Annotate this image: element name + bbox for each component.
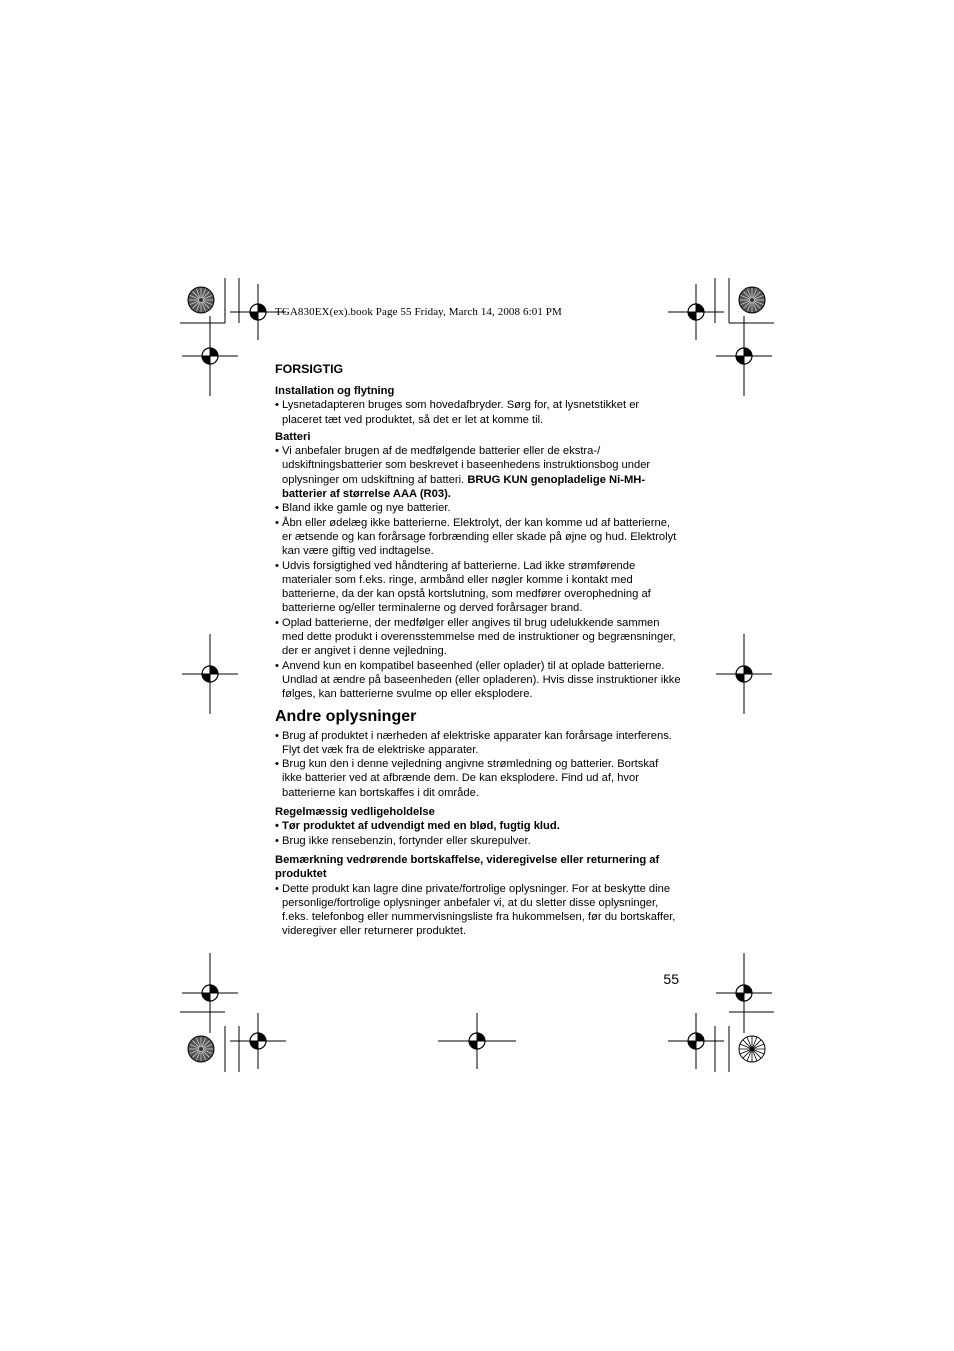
caution-title: FORSIGTIG	[275, 362, 344, 376]
list-item: • Brug ikke rensebenzin, fortynder eller skurepulver.	[275, 834, 681, 848]
print-file-info: TGA830EX(ex).book Page 55 Friday, March 14, 2008 6:01 PM	[275, 306, 562, 318]
battery-heading: Batteri	[275, 430, 311, 443]
disposal-list	[275, 882, 681, 939]
other-info-list	[275, 729, 681, 800]
list-item: • Brug kun den i denne vejledning angivne strømledning og batterier. Bortskaf ikke batterier ved at afbrænde dem. De kan eksplodere. Find ud af, hvor batterierne kan bortskaffes i dit område.	[275, 757, 681, 800]
list-item: • Oplad batterierne, der medfølger eller angives til brug udelukkende sammen med dette produkt i overensstemmelse med de instruktioner og begrænsninger, der er angivet i denne vejledning.	[275, 616, 681, 659]
disposal-heading: Bemærkning vedrørende bortskaffelse, videregivelse eller returnering af produktet	[275, 853, 660, 881]
battery-warning-bold: BRUG KUN genopladelige Ni-MH-batterier af størrelse AAA (R03).	[282, 473, 646, 501]
battery-list	[275, 444, 681, 701]
page-content	[275, 361, 681, 939]
battery-item-text: Vi anbefaler brugen af de medfølgende batterier eller de ekstra-/ udskiftningsbatterier som beskrevet i baseenhedens instruktionsbog under oplysninger om udskiftning af batteri.	[282, 445, 651, 486]
installation-heading: Installation og flytning	[275, 385, 395, 397]
list-item: • Brug af produktet i nærheden af elektriske apparater kan forårsage interferens. Flyt det væk fra de elektriske apparater.	[275, 729, 681, 758]
list-item: • Bland ikke gamle og nye batterier.	[275, 501, 681, 515]
list-item	[275, 444, 681, 501]
list-item: • Lysnetadapteren bruges som hovedafbryder. Sørg for, at lysnetstikket er placeret tæt ved produktet, så det er let at komme til.	[275, 398, 681, 427]
list-item: • Dette produkt kan lagre dine private/fortrolige oplysninger. For at beskytte dine personlige/fortrolige oplysninger anbefaler vi, at du sletter disse oplysninger, f.eks. telefonbog eller nummervisningsliste fra hukommelsen, før du bortskaffer, videregiver eller returnerer produktet.	[275, 882, 681, 939]
maintenance-list	[275, 819, 681, 848]
list-item: • Udvis forsigtighed ved håndtering af batterierne. Lad ikke strømførende materialer som f.eks. ringe, armbånd eller nøgler komme i kontakt med batterierne, da der kan opstå kortslutning, som medfører overophedning af batterierne og/eller terminalerne og derved forårsager brand.	[275, 559, 681, 616]
list-item: • Tør produktet af udvendigt med en blød, fugtig klud.	[275, 819, 681, 833]
page-number: 55	[663, 971, 679, 987]
other-info-title: Andre oplysninger	[275, 707, 417, 725]
list-item: • Anvend kun en kompatibel baseenhed (eller oplader) til at oplade batterierne. Undlad at ændre på baseenheden (eller opladeren). Hvis disse instruktioner ikke følges, kan batterierne svulme op eller eksplodere.	[275, 659, 681, 702]
installation-list	[275, 398, 681, 427]
list-item: • Åbn eller ødelæg ikke batterierne. Elektrolyt, der kan komme ud af batterierne, er ætsende og kan forårsage forbrænding eller skade på øjne og hud. Elektrolyt kan være giftig ved indtagelse.	[275, 516, 681, 559]
maintenance-heading: Regelmæssig vedligeholdelse	[275, 806, 435, 819]
